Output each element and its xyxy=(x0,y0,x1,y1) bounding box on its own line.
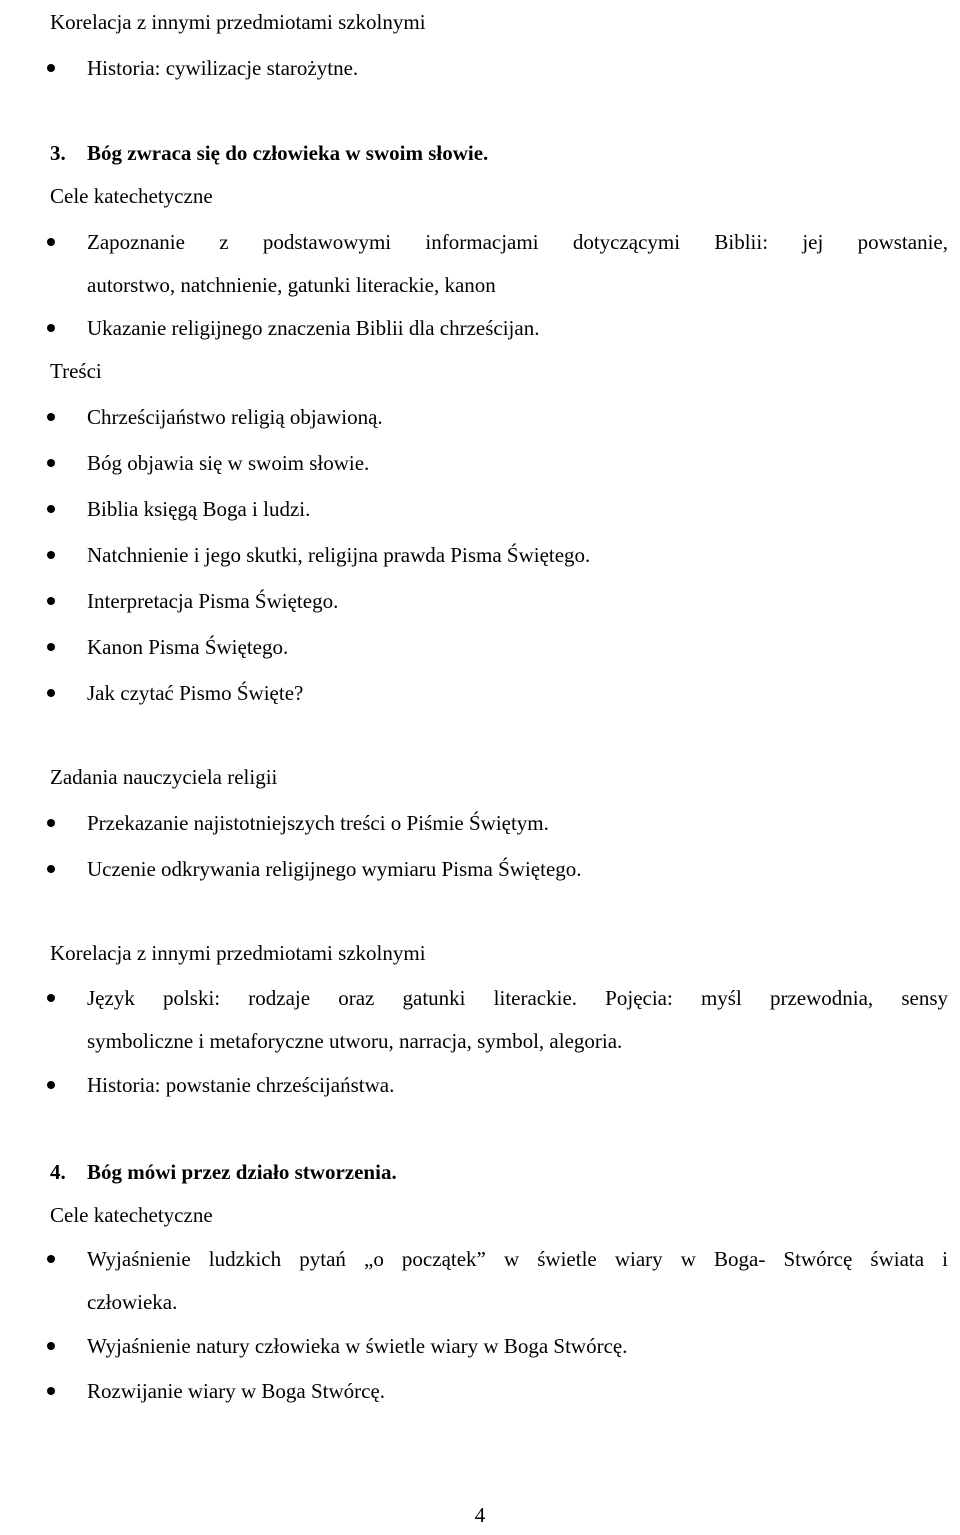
list-item: Język polski: rodzaje oraz gatunki literackie. Pojęcia: myśl przewodnia, sensy xyxy=(87,986,948,1010)
bullet-icon xyxy=(47,1387,55,1395)
cele-heading: Cele katechetyczne xyxy=(50,184,213,208)
list-item-continuation: autorstwo, natchnienie, gatunki literackie, kanon xyxy=(87,273,496,297)
bullet-icon xyxy=(47,643,55,651)
list-item: Wyjaśnienie ludzkich pytań „o początek” w świetle wiary w Boga- Stwórcę świata i xyxy=(87,1247,948,1271)
list-item: Uczenie odkrywania religijnego wymiaru Pisma Świętego. xyxy=(87,857,582,881)
section-number: 4. xyxy=(50,1160,66,1184)
bullet-icon xyxy=(47,819,55,827)
list-item: Kanon Pisma Świętego. xyxy=(87,635,289,659)
bullet-icon xyxy=(47,597,55,605)
list-item: Chrześcijaństwo religią objawioną. xyxy=(87,405,383,429)
list-item: Rozwijanie wiary w Boga Stwórcę. xyxy=(87,1379,386,1403)
bullet-icon xyxy=(47,551,55,559)
bullet-icon xyxy=(47,505,55,513)
korelacja-heading: Korelacja z innymi przedmiotami szkolnymi xyxy=(50,10,426,34)
section-title: Bóg mówi przez działo stworzenia. xyxy=(87,1160,397,1184)
section-number: 3. xyxy=(50,141,66,165)
list-item: Historia: cywilizacje starożytne. xyxy=(87,56,359,80)
list-item: Interpretacja Pisma Świętego. xyxy=(87,589,339,613)
bullet-icon xyxy=(47,865,55,873)
list-item: Natchnienie i jego skutki, religijna prawda Pisma Świętego. xyxy=(87,543,591,567)
cele-heading: Cele katechetyczne xyxy=(50,1203,213,1227)
bullet-icon xyxy=(47,994,55,1002)
list-item-continuation: człowieka. xyxy=(87,1290,178,1314)
list-item: Historia: powstanie chrześcijaństwa. xyxy=(87,1073,395,1097)
page-number: 4 xyxy=(474,1503,486,1527)
korelacja-heading: Korelacja z innymi przedmiotami szkolnymi xyxy=(50,941,426,965)
list-item-continuation: symboliczne i metaforyczne utworu, narracja, symbol, alegoria. xyxy=(87,1029,623,1053)
zadania-heading: Zadania nauczyciela religii xyxy=(50,765,278,789)
list-item: Zapoznanie z podstawowymi informacjami dotyczącymi Biblii: jej powstanie, xyxy=(87,230,948,254)
bullet-icon xyxy=(47,413,55,421)
list-item: Przekazanie najistotniejszych treści o Piśmie Świętym. xyxy=(87,811,549,835)
bullet-icon xyxy=(47,64,55,72)
list-item: Wyjaśnienie natury człowieka w świetle wiary w Boga Stwórcę. xyxy=(87,1334,628,1358)
bullet-icon xyxy=(47,689,55,697)
bullet-icon xyxy=(47,1342,55,1350)
list-item: Jak czytać Pismo Święte? xyxy=(87,681,304,705)
bullet-icon xyxy=(47,238,55,246)
section-title: Bóg zwraca się do człowieka w swoim słowie. xyxy=(87,141,489,165)
bullet-icon xyxy=(47,459,55,467)
tresci-heading: Treści xyxy=(50,359,102,383)
list-item: Biblia księgą Boga i ludzi. xyxy=(87,497,311,521)
bullet-icon xyxy=(47,1081,55,1089)
bullet-icon xyxy=(47,324,55,332)
list-item: Bóg objawia się w swoim słowie. xyxy=(87,451,370,475)
list-item: Ukazanie religijnego znaczenia Biblii dla chrześcijan. xyxy=(87,316,540,340)
bullet-icon xyxy=(47,1255,55,1263)
